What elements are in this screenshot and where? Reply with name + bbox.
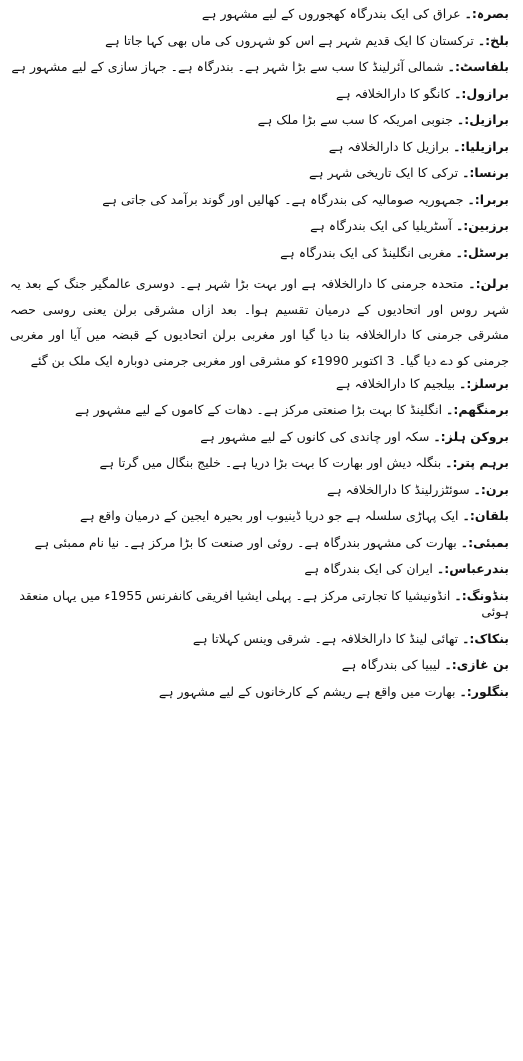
glossary-entry-bristol — [10, 245, 509, 262]
glossary-entry-benghazi — [10, 657, 509, 674]
glossary-entry-bandung — [10, 588, 509, 621]
entry-term: بلفاسٹ:۔ — [447, 59, 509, 74]
entry-definition: ترکستان کا ایک قدیم شہر ہے اس کو شہروں کی ماں بھی کہا جاتا ہے — [105, 32, 474, 48]
entry-term: بلقان:۔ — [462, 508, 509, 523]
entry-definition: جنوبی امریکہ کا سب سے بڑا ملک ہے — [257, 112, 453, 127]
entry-term: بنڈونگ:۔ — [454, 587, 509, 603]
entry-definition: کانگو کا دارالخلافہ ہے — [336, 85, 451, 101]
entry-term: برسٹل:۔ — [455, 244, 509, 260]
entry-definition: عراق کی ایک بندرگاہ کھجوروں کے لیے مشہور ہے — [201, 6, 461, 21]
entry-term: برلن:۔ — [468, 276, 509, 291]
glossary-entry-birmingham — [10, 402, 509, 419]
entry-definition: انڈونیشیا کا تجارتی مرکز ہے۔ پہلی ایشیا افریقی کانفرنس 1955ء میں یہاں منعقد ہوئی — [19, 587, 509, 619]
glossary-entry-bangkok — [10, 631, 509, 648]
entry-term: بنکاک:۔ — [462, 630, 509, 646]
glossary-entry-bern — [10, 482, 509, 499]
glossary-entry-berbera — [10, 192, 509, 209]
glossary-entry-basra — [10, 6, 509, 23]
entry-definition: تھائی لینڈ کا دارالخلافہ ہے۔ شرقی وینس کہلاتا ہے — [192, 630, 459, 646]
glossary-entry-brussels — [10, 376, 509, 393]
entry-term: بربرا:۔ — [467, 191, 509, 207]
glossary-entry-belfast — [10, 59, 509, 76]
entry-definition: برازیل کا دارالخلافہ ہے — [328, 138, 450, 154]
glossary-entry-berlin — [10, 271, 509, 374]
glossary-entry-broken-hills — [10, 429, 509, 446]
entry-term: بنگلور:۔ — [459, 683, 509, 699]
entry-definition: انگلینڈ کا بہت بڑا صنعتی مرکز ہے۔ دھات کے کاموں کے لیے مشہور ہے — [74, 402, 443, 417]
entry-definition: سوئٹزرلینڈ کا دارالخلافہ ہے — [327, 481, 470, 497]
glossary-entry-balkh — [10, 33, 509, 50]
glossary-entry-bandar-abbas — [10, 561, 509, 578]
entry-term: برہم پتر:۔ — [445, 455, 509, 470]
entry-definition: سکہ اور چاندی کی کانوں کے لیے مشہور ہے — [200, 428, 430, 444]
entry-definition: مغربی انگلینڈ کی ایک بندرگاہ ہے — [280, 244, 452, 260]
entry-term: برسلز:۔ — [459, 375, 509, 391]
entry-term: برازول:۔ — [454, 85, 509, 101]
entry-definition: متحدہ جرمنی کا دارالخلافہ ہے اور بہت بڑا شہر ہے۔ دوسری عالمگیر جنگ کے بعد یہ شہر روس اور اتحادیوں کے درمیان تقسیم ہوا۔ بعد ازاں مشرقی برلن یعنی روسی حصہ مشرقی جرمنی کا دارالخلافہ بنا دیا گیا اور مغربی برلن اتحادیوں کے قبضہ میں آیا اور مغربی جرمنی کو دے دیا گیا۔ 3 اکتوبر 1990ء کو مشرقی اور مغربی جرمنی دوبارہ ایک ملک بن گئے — [10, 276, 509, 368]
entry-definition: ترکی کا ایک تاریخی شہر ہے — [308, 165, 459, 180]
entry-term: برازیلیا:۔ — [453, 138, 509, 154]
glossary-entry-brazil — [10, 112, 509, 129]
entry-term: بصرہ:۔ — [464, 6, 509, 21]
entry-term: بلخ:۔ — [477, 32, 509, 48]
entry-definition: بھارت میں واقع ہے ریشم کے کارخانوں کے لیے مشہور ہے — [158, 683, 456, 699]
entry-term: برزبین:۔ — [455, 218, 509, 233]
entry-term: برن:۔ — [473, 481, 509, 497]
entry-term: بروکن ہلز:۔ — [433, 428, 509, 444]
glossary-entry-bangalore — [10, 684, 509, 701]
entry-definition: ایک پہاڑی سلسلہ ہے جو دریا ڈینیوب اور بحیرہ ایجین کے درمیان واقع ہے — [80, 508, 459, 523]
entry-term: بندرعباس:۔ — [436, 561, 509, 576]
entry-definition: شمالی آئرلینڈ کا سب سے بڑا شہر ہے۔ بندرگاہ ہے۔ جہاز سازی کے لیے مشہور ہے — [11, 59, 444, 74]
entry-definition: جمہوریہ صومالیہ کی بندرگاہ ہے۔ کھالیں اور گوند برآمد کی جاتی ہے — [102, 191, 464, 207]
entry-definition: لیبیا کی بندرگاہ ہے — [341, 657, 441, 672]
glossary-entry-brazzaville — [10, 86, 509, 103]
entry-definition: بنگلہ دیش اور بھارت کا بہت بڑا دریا ہے۔ خلیج بنگال میں گرتا ہے — [99, 455, 442, 470]
entry-term: بمبئی:۔ — [460, 534, 509, 550]
glossary-entry-bombay — [10, 535, 509, 552]
glossary-entry-brasilia — [10, 139, 509, 156]
entry-definition: ایران کی ایک بندرگاہ ہے — [304, 561, 433, 576]
glossary-entry-brahmaputra — [10, 455, 509, 472]
glossary-entry-bursa — [10, 165, 509, 182]
entry-term: برازیل:۔ — [456, 112, 509, 127]
entry-term: برمنگھم:۔ — [446, 402, 509, 417]
entry-definition: بھارت کی مشہور بندرگاہ ہے۔ روئی اور صنعت کا بڑا مرکز ہے۔ نیا نام ممبئی ہے — [34, 534, 457, 550]
entry-term: برنسا:۔ — [462, 165, 509, 180]
entry-definition: آسٹریلیا کی ایک بندرگاہ ہے — [310, 218, 452, 233]
glossary-entry-brisbane — [10, 218, 509, 235]
glossary-entry-balkan — [10, 508, 509, 525]
entry-definition: بیلجیم کا دارالخلافہ ہے — [335, 375, 456, 391]
entry-term: بن غازی:۔ — [444, 657, 509, 672]
